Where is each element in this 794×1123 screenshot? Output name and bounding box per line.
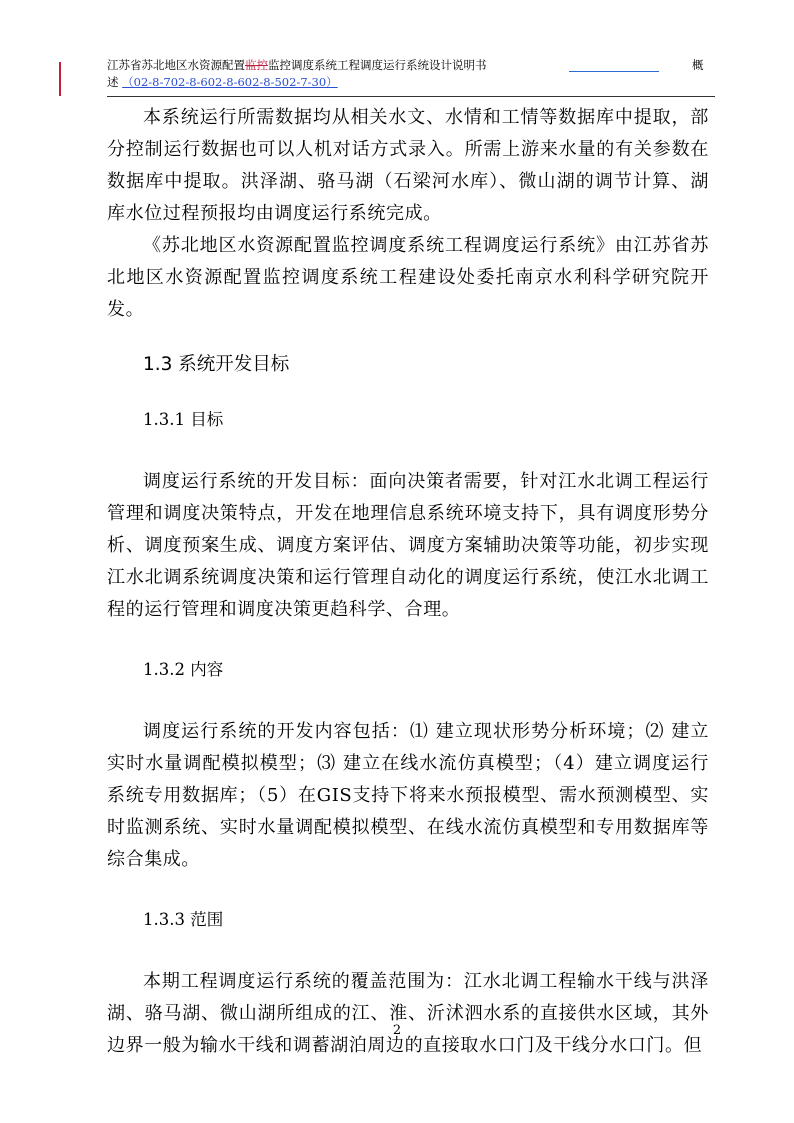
header-divider [107,96,715,97]
header-blue-rule [569,71,659,72]
header-deleted-text: 监控 [245,58,268,72]
paragraph-content: 调度运行系统的开发内容包括：⑴ 建立现状形势分析环境；⑵ 建立实时水量调配模拟模型；⑶ 建立在线水流仿真模型；（4）建立调度运行系统专用数据库；（5）在GIS支持下将来水预报模型、需水预测模型、实时监测系统、实时水量调配模拟模型、在线水流仿真模型和专用数据库等综合集成。 [107,721,709,870]
page-header [107,57,717,97]
subheading-1-3-1: 1.3.1 目标 [143,410,224,429]
header-line2-prefix: 述 [107,75,119,89]
paragraph-data-source: 本系统运行所需数据均从相关水文、水情和工情等数据库中提取，部分控制运行数据也可以人机对话方式录入。所需上游来水量的有关参数在数据库中提取。洪泽湖、骆马湖（石梁河水库）、微山湖的调节计算、湖库水位过程预报均由调度运行系统完成。 [107,107,709,224]
page-number: 2 [392,1023,402,1038]
header-doc-code: （02-8-702-8-602-8-602-8-502-7-30） [122,75,338,89]
subheading-1-3-3: 1.3.3 范围 [143,910,224,929]
header-title-part2: 监控调度系统工程调度运行系统设计说明书 [268,58,487,72]
paragraph-developer: 《苏北地区水资源配置监控调度系统工程调度运行系统》由江苏省苏北地区水资源配置监控调度系统工程建设处委托南京水利科学研究院开发。 [107,235,709,320]
header-line2 [107,74,338,90]
subheading-1-3-2: 1.3.2 内容 [143,660,224,679]
revision-margin-bar [59,62,61,96]
section-heading-1-3: 1.3 系统开发目标 [143,354,290,375]
page-body [107,100,709,1062]
header-title-part1: 江苏省苏北地区水资源配置 [107,58,245,72]
header-right-word: 概 [692,58,704,72]
paragraph-goal: 调度运行系统的开发目标：面向决策者需要，针对江水北调工程运行管理和调度决策特点，开发在地理信息系统环境支持下，具有调度形势分析、调度预案生成、调度方案评估、调度方案辅助决策等功能，初步实现江水北调系统调度决策和运行管理自动化的调度运行系统，使江水北调工程的运行管理和调度决策更趋科学、合理。 [107,471,709,620]
paragraph-scope: 本期工程调度运行系统的覆盖范围为：江水北调工程输水干线与洪泽湖、骆马湖、微山湖所组成的江、淮、沂沭泗水系的直接供水区域，其外边界一般为输水干线和调蓄湖泊周边的直接取水口门及干线分水口门。但 [107,971,709,1056]
header-title [107,57,487,73]
